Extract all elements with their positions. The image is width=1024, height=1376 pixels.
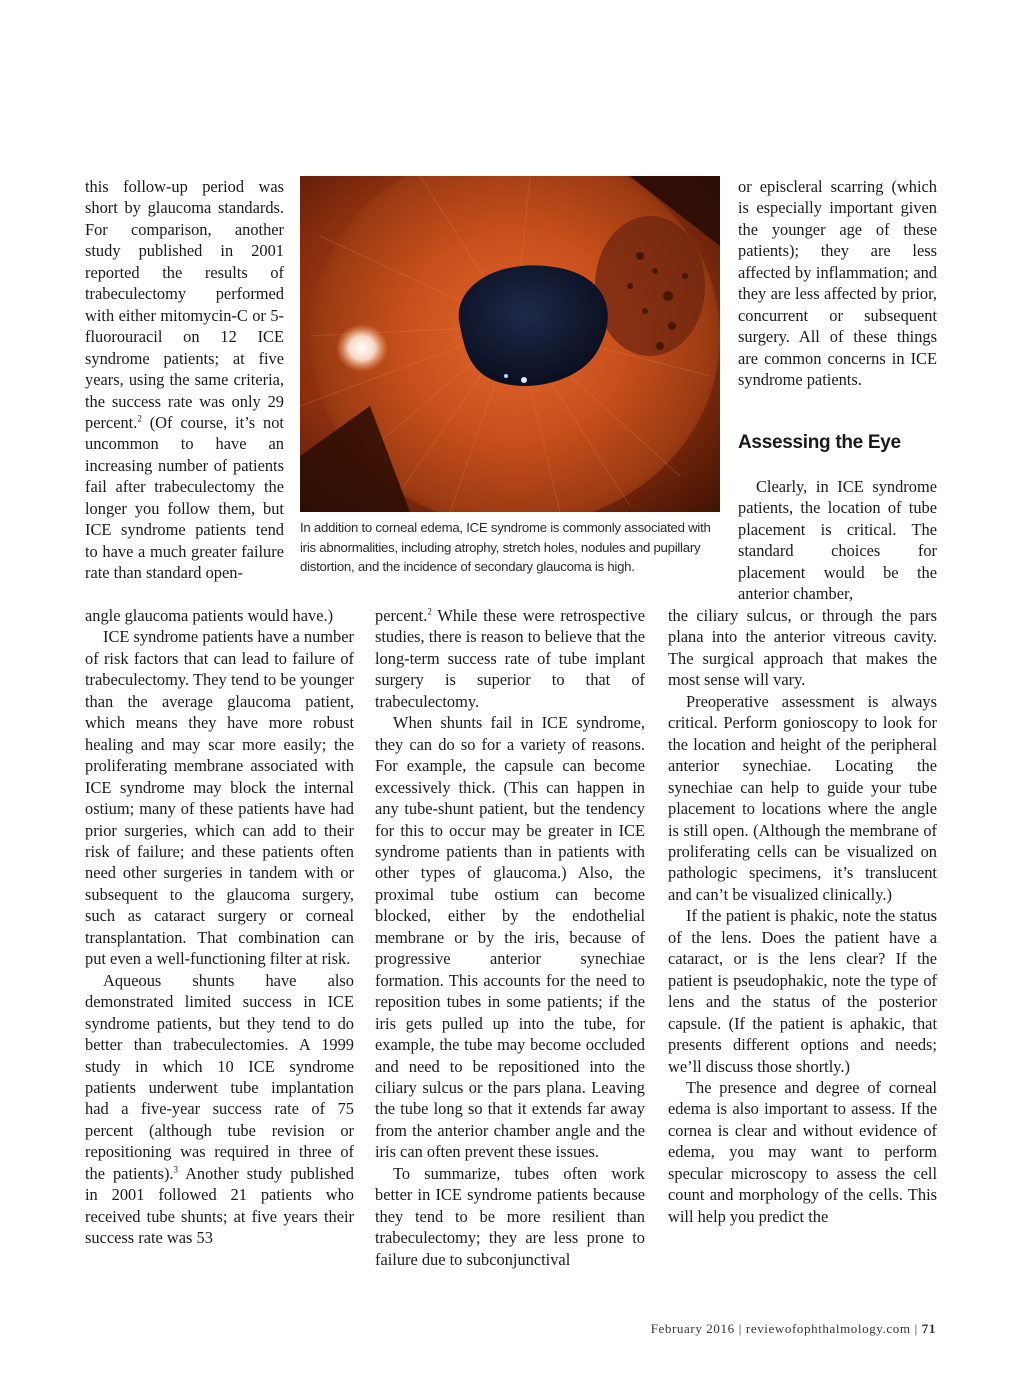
column-2-body [375,605,645,1270]
paragraph: Aqueous shunts have also demonstrated limited success in ICE syndrome patients, but they tend to do better than trabeculectomies. A 1999 study in which 10 ICE syndrome patients underwent tube implantation had a five-year success rate of 75 percent (although tube revision or repositioning was required in three of the patients).$^3$ Another study published in 2001 followed 21 patients who received tube shunts; at five years their success rate was 53 [85,970,354,1248]
column-3-top-text: or episcleral scarring (which is especially important given the younger age of these patients); they are less affected by inflammation; and they are less affected by prior, concurrent or subsequent surgery. All of these things are common concerns in ICE syndrome patients. [738,177,937,390]
paragraph: When shunts fail in ICE syndrome, they can do so for a variety of reasons. For example, the capsule can become excessively thick. (This can happen in any tube-shunt patient, but the tendency for this to occur may be greater in ICE syndrome patients than in patients with other types of glaucoma.) Also, the proximal tube ostium can become blocked, either by the endothelial membrane or by the iris, because of progressive anterior synechiae formation. This accounts for the need to reposition tubes in some patients; if the iris gets pulled up into the tube, for example, the tube may become occluded and need to be repositioned into the ciliary sulcus or the pars plana. Leaving the tube long so that it extends far away from the anterior chamber angle and the iris can often prevent these issues. [375,713,645,1162]
paragraph: If the patient is phakic, note the status of the lens. Does the patient have a cataract, or is the lens clear? If the patient is pseudophakic, note the type of lens and the status of the posterior capsule. (If the patient is aphakic, that presents different options and needs; we’ll discuss those shortly.) [668,906,937,1076]
paragraph: Preoperative assessment is always critical. Perform gonioscopy to look for the location and height of the peripheral anterior synechiae. Locating the synechiae can help to guide your tube placement to locations where the angle is still open. (Although the membrane of proliferating cells can be visualized on pathologic specimens, it’s translucent and can’t be visualized clinically.) [668,691,937,904]
paragraph: The presence and degree of corneal edema is also important to assess. If the cornea is clear and without evidence of edema, you may want to perform specular microscopy to assess the cell count and morphology of the cells. This will help you predict the [668,1077,937,1226]
section-heading: Assessing the Eye [738,432,901,453]
column-3-section-intro: Clearly, in ICE syndrome patients, the location of tube placement is critical. The standard choices for placement would be the anterior chamber, [738,477,937,604]
paragraph: angle glaucoma patients would have.) [85,606,334,625]
footer-site: reviewofophthalmology.com [745,1321,911,1336]
paragraph: To summarize, tubes often work better in ICE syndrome patients because they tend to be more resilient than trabeculectomy; they are less prone to failure due to subconjunctival [375,1163,645,1269]
column-3-body [668,605,937,1227]
paragraph: ICE syndrome patients have a number of risk factors that can lead to failure of trabeculectomy. They tend to be younger than the average glaucoma patient, which means they have more robust healing and may scar more easily; the proliferating membrane associated with ICE syndrome may block the internal ostium; many of these patients have had prior surgeries, which can add to their risk of failure; and these patients often need other surgeries in tandem with or subsequent to the glaucoma surgery, such as cataract surgery or corneal transplantation. That combination can put even a well-functioning filter at risk. [85,627,354,969]
column-1-body [85,605,354,1249]
page-footer: February 2016 | reviewofophthalmology.com | 71 [650,1321,936,1336]
paragraph: the ciliary sulcus, or through the pars plana into the anterior vitreous cavity. The surgical approach that makes the most sense will vary. [668,606,937,690]
figure-caption: In addition to corneal edema, ICE syndrome is commonly associated with iris abnormalities, including atrophy, stretch holes, nodules and pupillary distortion, and the incidence of secondary glaucoma is high. [300,520,711,574]
iris-photo-illustration [300,176,720,512]
figure-eye-photo [300,176,720,512]
page-number: 71 [921,1321,936,1336]
paragraph: percent.$^2$ While these were retrospective studies, there is reason to believe that the long-term success rate of tube implant surgery is superior to that of trabeculectomy. [375,606,645,711]
column-1-top-text: this follow-up period was short by glaucoma standards. For comparison, another study published in 2001 reported the results of trabeculectomy performed with either mitomycin-C or 5-fluorouracil on 12 ICE syndrome patients; at five years, using the same criteria, the success rate was only 29 percent.$^2$ (Of course, it’s not uncommon to have an increasing number of patients fail after trabeculectomy the longer you follow them, but ICE syndrome patients tend to have a much greater failure rate than standard open- [85,177,284,583]
footer-date: February 2016 [650,1321,735,1336]
